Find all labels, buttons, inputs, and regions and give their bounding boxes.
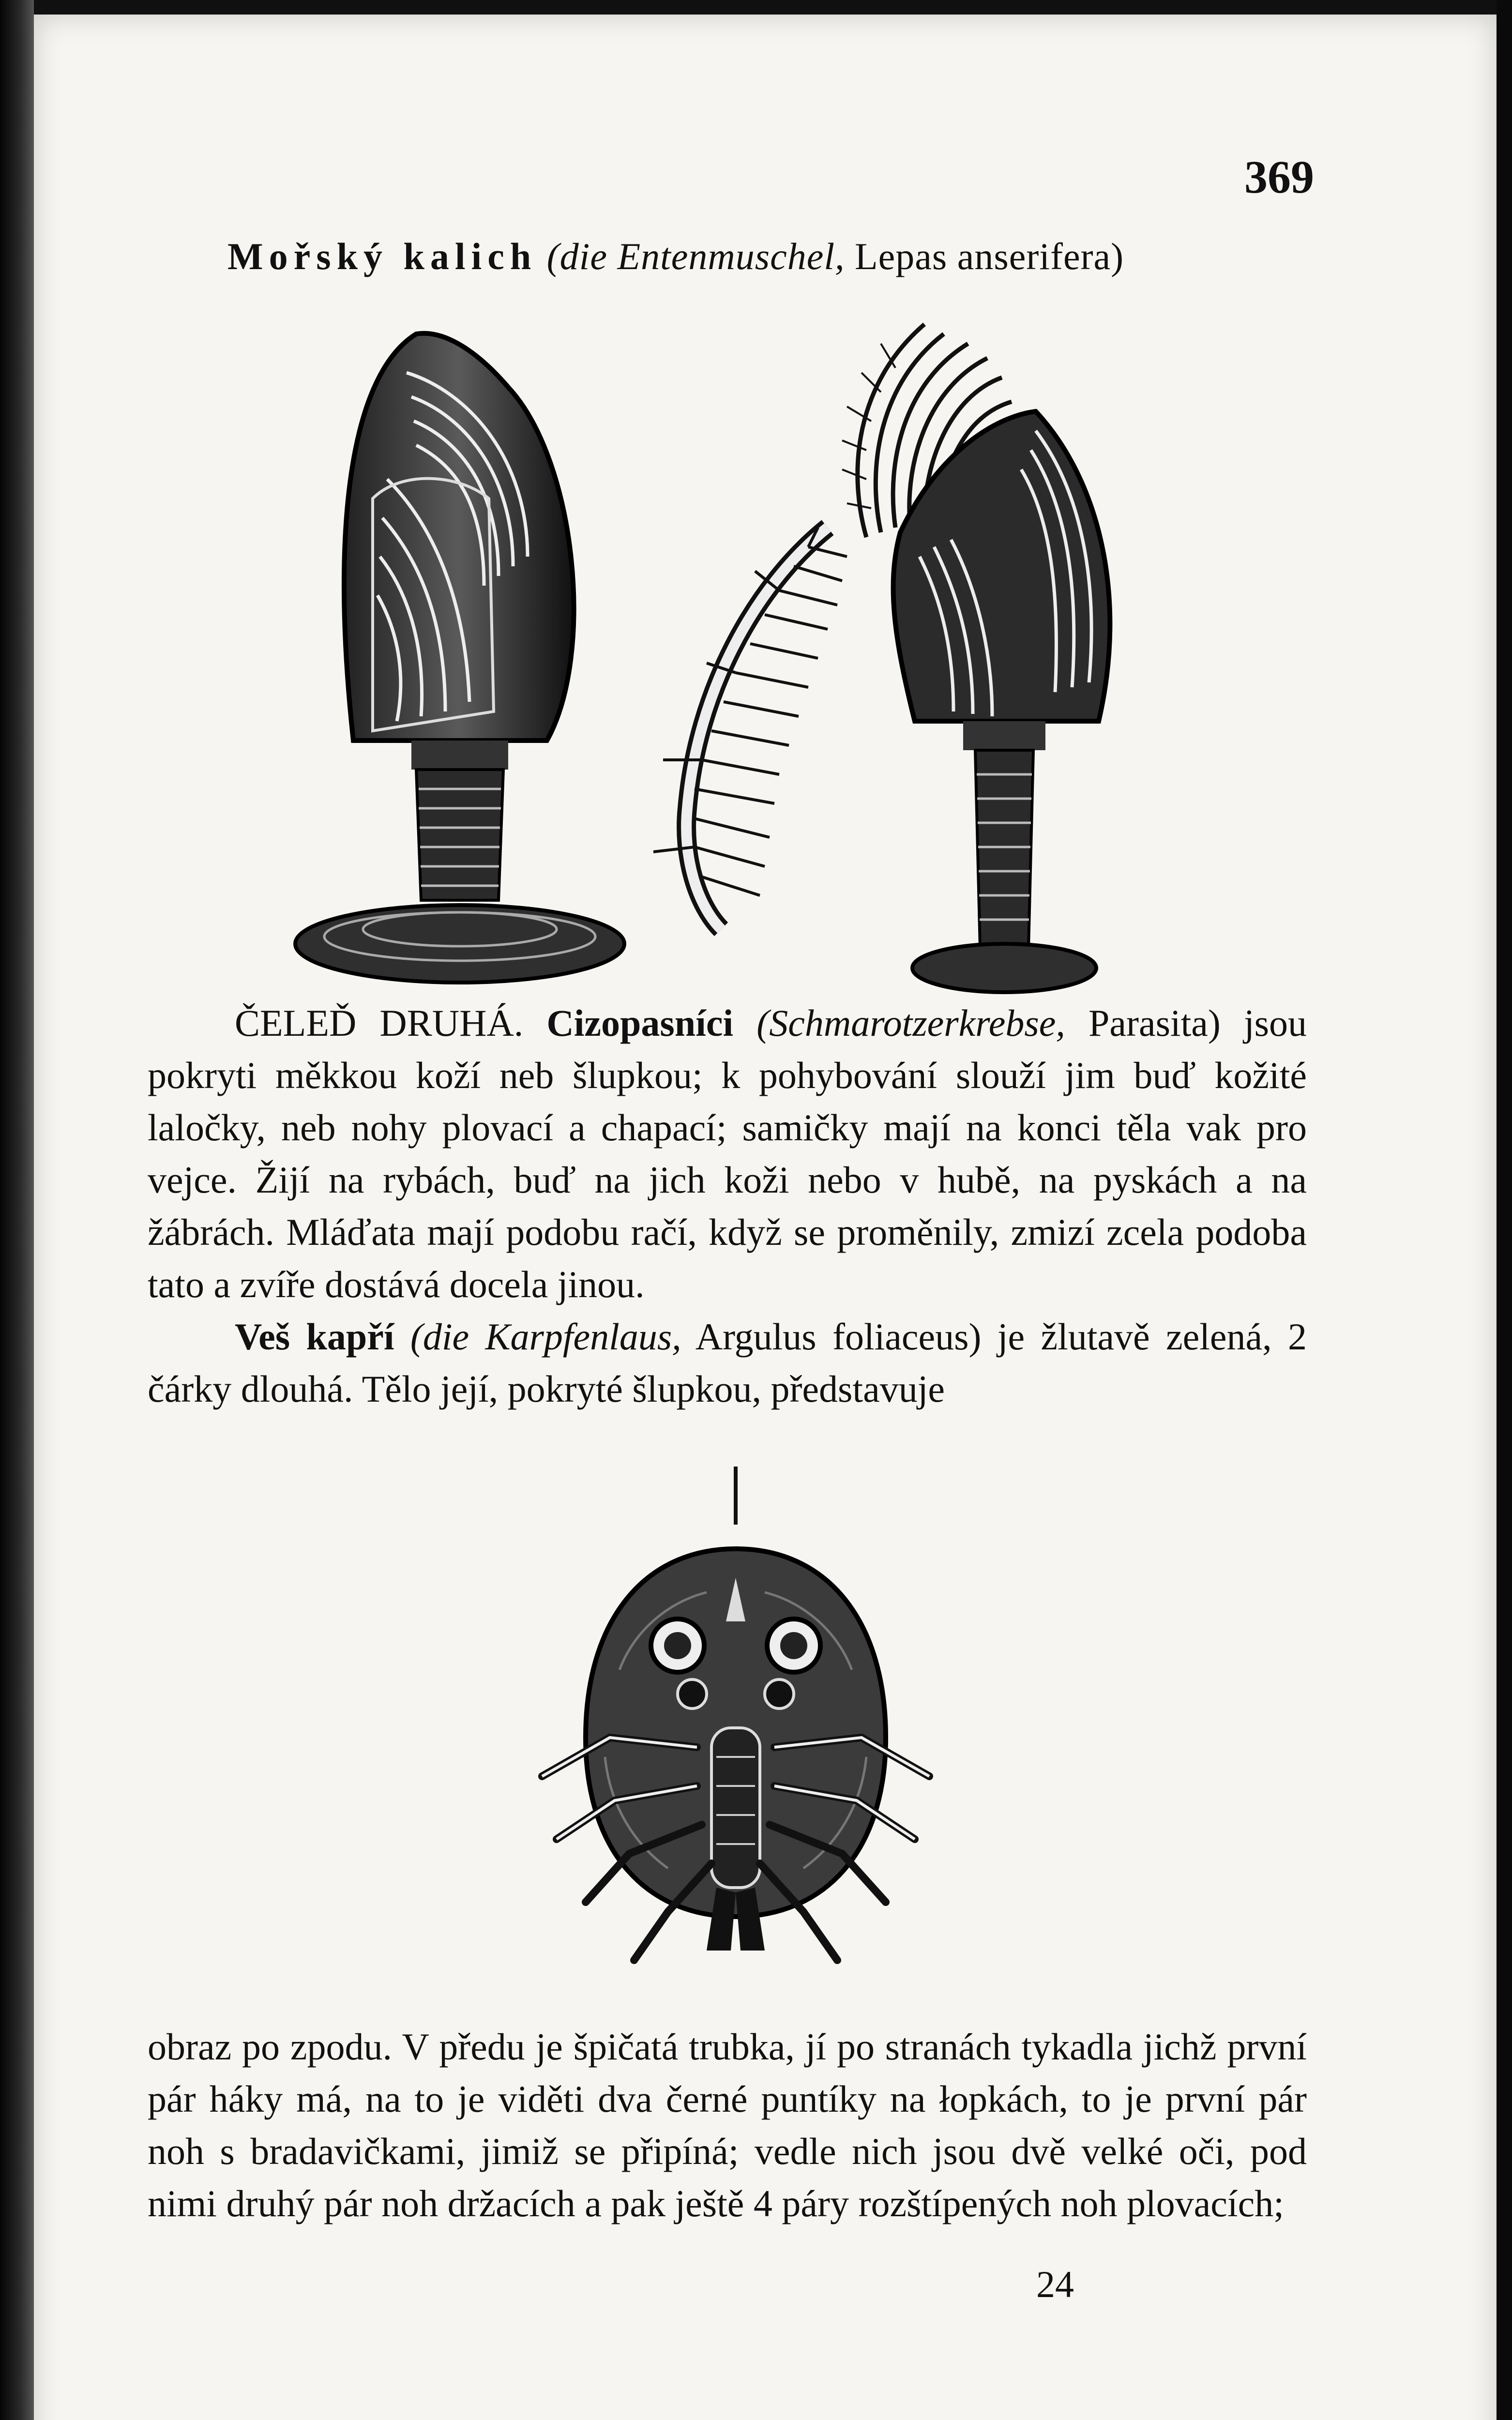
caption-czech: Mořský kalich: [227, 235, 537, 277]
family-title: Cizopasníci: [546, 1002, 734, 1044]
species-german: (die Karpfenlaus,: [410, 1316, 681, 1358]
caption-latin: Lepas anserifera): [855, 235, 1124, 277]
description-body: obraz po zpodu. V předu je špičatá trubka, jí po stranách tykadla jichž první pár háky má, na to je viděti dva černé puntíky na łopkách, to je první pár noh s bradavičkami, jimiž se připíná; vedle nich jsou dvě velké oči, pod nimi druhý pár noh držacích a pak ještě 4 páry rozštípených noh plovacích;: [148, 2026, 1307, 2224]
scan-edge-right: [1497, 0, 1512, 2420]
family-latin: Parasita): [1088, 1002, 1221, 1044]
family-body: jsou pokryti měkkou koží neb šlupkou; k pohybování slouží jim buď kožité laločky, neb nohy plovací a chapací; samičky mají na konci těla vak pro vejce. Žijí na rybách, buď na jich koži nebo v hubě, na pyskách a na žábrách. Mláďata mají podobu račí, když se proměnily, zmizí zcela podoba tato a zvíře dostává docela jinou.: [148, 1002, 1307, 1305]
goose-barnacle-right-illustration: [828, 305, 1157, 1002]
scan-edge-left: [0, 0, 34, 2420]
section-parasita: [148, 997, 1307, 1415]
printer-signature: 24: [1036, 2263, 1074, 2305]
cirrus-leg-illustration: [634, 518, 857, 939]
book-page: [34, 15, 1497, 2420]
species-latin: Argulus foliaceus): [695, 1316, 982, 1358]
caption-german: (die Entenmuschel,: [546, 235, 845, 277]
species-title: Veš kapří: [235, 1316, 394, 1358]
family-german: (Schmarotzerkrebse,: [756, 1002, 1065, 1044]
section-carp-louse-description: [148, 2021, 1307, 2230]
species-body: je žlutavě zelená, 2 čárky dlouhá. Tělo její, pokryté šlupkou, představuje: [148, 1316, 1307, 1410]
page-number: 369: [1244, 151, 1314, 203]
carp-louse-illustration: [523, 1467, 949, 2023]
family-heading: ČELEĎ DRUHÁ.: [235, 1002, 524, 1044]
figure-caption: [227, 235, 1292, 278]
goose-barnacle-left-illustration: [276, 315, 663, 992]
